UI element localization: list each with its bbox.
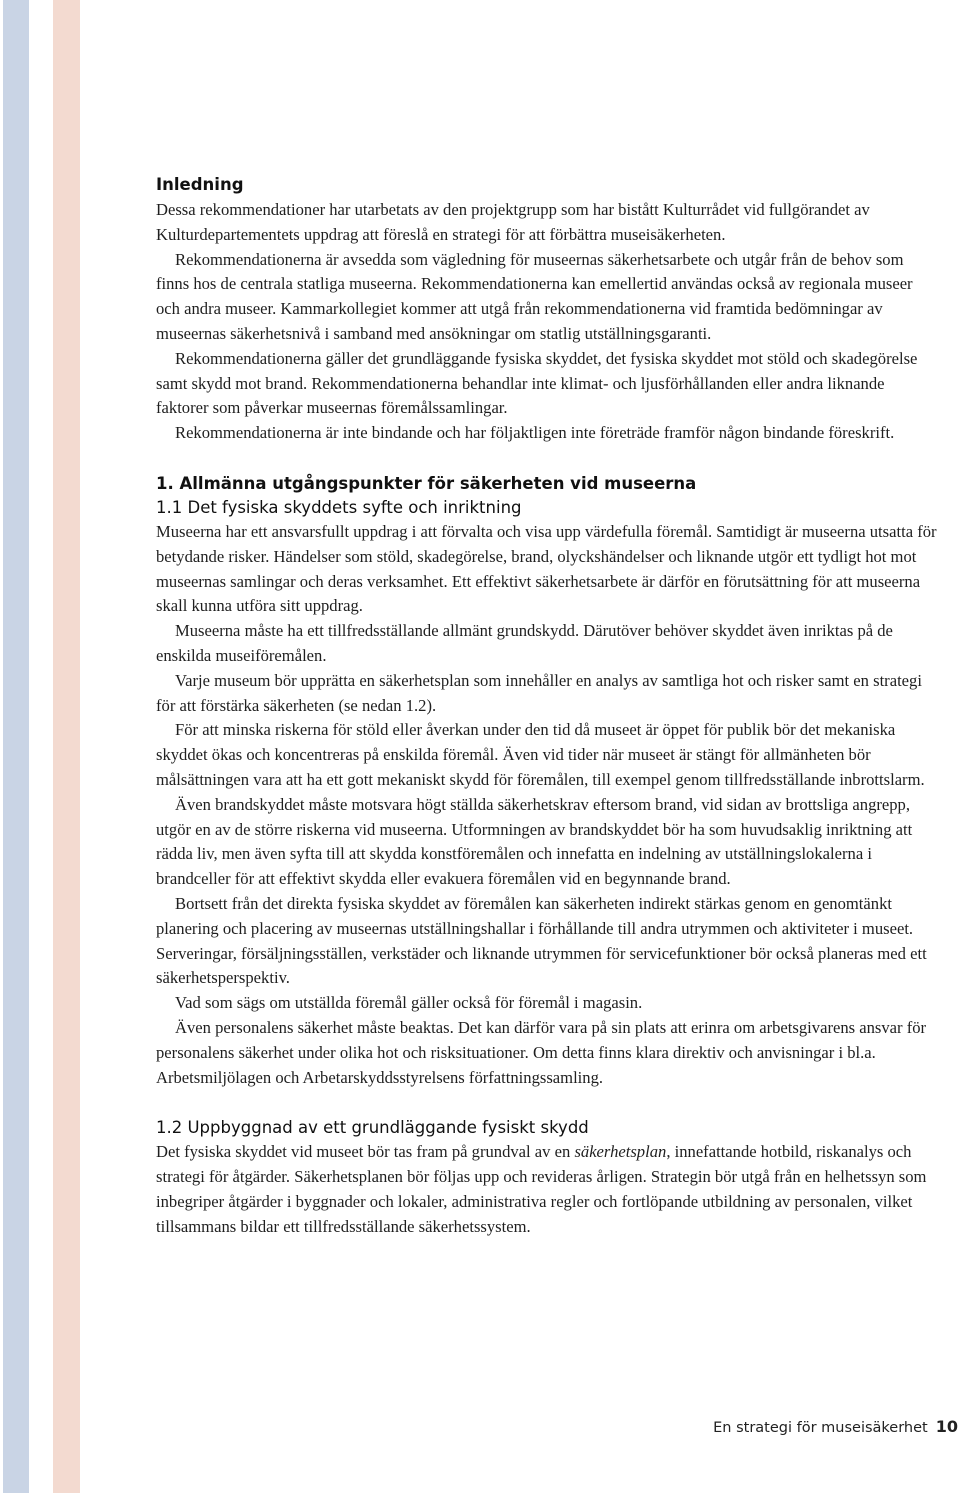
intro-paragraph: Rekommendationerna är inte bindande och har följaktligen inte företräde framför någon bindande föreskrift.	[175, 423, 895, 443]
intro-paragraph: Rekommendationerna är avsedda som vägledning för museernas säkerhetsarbete och utgår från de behov som finns hos de centrala statliga museerna. Rekommendationerna kan emellertid användas också av regionala museer och andra museer. Kammarkollegiet kommer att utgå från rekommendationerna vid framtida bedömningar av museernas säkerhetsnivå i samband med ansökningar om statlig utställningsgaranti.	[156, 249, 913, 343]
section-1-2-text-start: Det fysiska skyddet vid museet bör tas fram på grundval av en	[156, 1142, 575, 1162]
intro-heading: Inledning	[156, 175, 244, 194]
section-1-1-paragraph: Även brandskyddet måste motsvara högt ställda säkerhetskrav eftersom brand, vid sidan av brottsliga angrepp, utgör en av de större riskerna vid museerna. Utformningen av brandskyddet bör ha som huvudsaklig inriktning att rädda liv, men även syfta till att skydda konstföremålen och innefatta en indelning av utställningslokalerna i brandceller för att effektivt skydda eller evakuera föremålen vid en begynnande brand.	[156, 794, 913, 889]
section-1-1-heading: 1.1 Det fysiska skyddets syfte och inriktning	[156, 497, 522, 517]
section-1-1-paragraph: Museerna måste ha ett tillfredsställande allmänt grundskydd. Därutöver behöver skyddet även inriktas på de enskilda museiföremålen.	[156, 621, 893, 665]
left-stripe-blue	[3, 0, 29, 1493]
page-number: 10	[935, 1417, 958, 1436]
section-1-1-paragraph: Även personalens säkerhet måste beaktas. Det kan därför vara på sin plats att erinra om arbetsgivarens ansvar för personalens säkerhet under olika hot och risksituationer. Om detta finns klara direktiv och anvisningar i bl.a. Arbetsmiljölagen och Arbetarskyddsstyrelsens författningssamling.	[156, 1017, 927, 1087]
intro-paragraph: Rekommendationerna gäller det grundläggande fysiska skyddet, det fysiska skyddet mot stöld och skadegörelse samt skydd mot brand. Rekommendationerna behandlar inte klimat- och ljusförhållanden eller andra liknande faktorer som påverkar museernas föremålssamlingar.	[156, 348, 918, 418]
section-1-1-paragraph: För att minska riskerna för stöld eller åverkan under den tid då museet är öppet för publik bör det mekaniska skyddet ökas och koncentreras på enskilda föremål. Även vid tider när museet är stängt för allmänheten bör målsättningen vara att ha ett gott mekaniskt skydd för föremålen, till exempel genom tillfredsställande inbrottslarm.	[156, 720, 925, 789]
left-stripe-pink	[53, 0, 80, 1493]
section-1-2-heading: 1.2 Uppbyggnad av ett grundläggande fysiskt skydd	[156, 1118, 589, 1138]
section-1-2-emphasis: säkerhetsplan	[574, 1142, 667, 1162]
section-1-1-paragraph: Varje museum bör upprätta en säkerhetsplan som innehåller en analys av samtliga hot och risker samt en strategi för att förstärka säkerheten (se nedan 1.2).	[156, 670, 922, 715]
page-footer	[713, 1417, 958, 1436]
section-1-1-paragraph: Bortsett från det direkta fysiska skyddet av föremålen kan säkerheten indirekt stärkas genom en genomtänkt planering och placering av museernas utställningshallar i förhållande till andra utrymmen och aktiviteter i museet. Serveringar, försäljningsställen, verkstäder och liknande utrymmen för servicefunktioner bör också planeras med ett säkerhetsperspektiv.	[156, 893, 927, 988]
section-1-2-paragraph	[156, 1140, 938, 1239]
section-1-1-paragraph: Vad som sägs om utställda föremål gäller också för föremål i magasin.	[175, 993, 643, 1013]
section-1-heading: 1. Allmänna utgångspunkter för säkerheten vid museerna	[156, 473, 697, 493]
page-content	[156, 172, 938, 1239]
intro-paragraph: Dessa rekommendationer har utarbetats av den projektgrupp som har bistått Kulturrådet vid fullgörandet av Kulturdepartementets uppdrag att föreslå en strategi för att förbättra museisäkerheten.	[156, 200, 870, 244]
footer-title: En strategi för museisäkerhet	[713, 1420, 928, 1436]
section-1-1-paragraph: Museerna har ett ansvarsfullt uppdrag i att förvalta och visa upp värdefulla föremål. Samtidigt är museerna utsatta för betydande risker. Händelser som stöld, skadegörelse, brand, olyckshändelser och liknande utgör ett tydligt hot mot museernas samlingar och deras verksamhet. Ett effektivt säkerhetsarbete är därför en förutsättning för att museerna skall kunna utföra sitt uppdrag.	[156, 521, 937, 616]
section-1-2-text-end: , innefattande hotbild, riskanalys och strategi för åtgärder. Säkerhetsplanen bör följas upp och revideras årligen. Strategin bör utgå från en helhetssyn som inbegriper åtgärder i byggnader och lokaler, administrativa regler och fortlöpande utbildning av personalen, vilket tillsammans bildar ett tillfredsställande säkerhetssystem.	[156, 1142, 927, 1236]
